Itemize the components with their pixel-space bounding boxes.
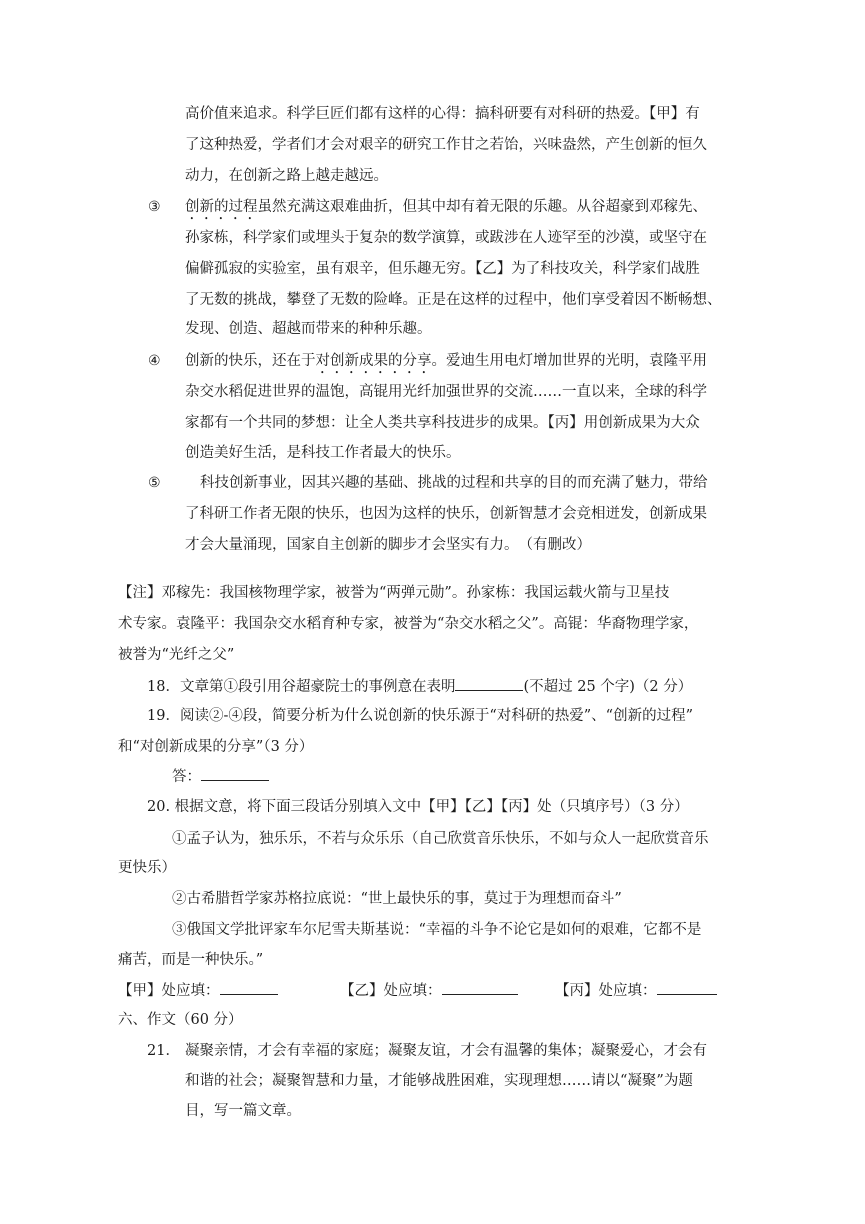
paragraph-2-line-2: 了这种热爱，学者们才会对艰辛的研究工作甘之若饴，兴味盎然，产生创新的恒久 xyxy=(185,137,707,153)
question-21-line-2: 和谐的社会；凝聚智慧和力量，才能够战胜困难，实现理想……请以“凝聚”为题 xyxy=(185,1073,693,1089)
question-20-option-3-line-2: 痛苦，而是一种快乐。” xyxy=(118,952,264,968)
fill-bing-blank[interactable] xyxy=(657,980,717,995)
question-19-line-2: 和“对创新成果的分享”（3 分） xyxy=(118,739,314,755)
question-20-option-1-line-2: 更快乐） xyxy=(118,860,176,876)
paragraph-4-number: ④ xyxy=(148,353,161,369)
question-20-option-3-line-1: ③俄国文学批评家车尔尼雪夫斯基说：“幸福的斗争不论它是如何的艰难，它都不是 xyxy=(172,922,702,938)
paragraph-2-line-3: 动力，在创新之路上越走越远。 xyxy=(185,168,388,184)
answer-label: 答： xyxy=(172,769,201,785)
paragraph-3-line-4: 了无数的挑战，攀登了无数的险峰。正是在这样的过程中，他们享受着因不断畅想、 xyxy=(185,292,722,308)
fill-jia xyxy=(118,980,278,1001)
paragraph-5-line-2: 了科研工作者无限的快乐，也因为这样的快乐，创新智慧才会竞相迸发，创新成果 xyxy=(185,506,707,522)
paragraph-4-line-4: 创造美好生活，是科技工作者最大的快乐。 xyxy=(185,445,461,461)
paragraph-3-line-1-rest: 虽然充满这艰难曲折，但其中却有着无限的乐趣。从谷超豪到邓稼先、 xyxy=(257,199,707,215)
question-19-answer-blank[interactable] xyxy=(201,766,269,781)
paragraph-4-line-2: 杂交水稻促进世界的温饱，高锟用光纤加强世界的交流……一直以来，全球的科学 xyxy=(185,384,707,400)
note-line-2: 术专家。袁隆平：我国杂交水稻育种专家，被誉为“杂交水稻之父”。高锟：华裔物理学家， xyxy=(118,616,699,632)
paragraph-3-line-1 xyxy=(185,197,707,223)
question-18-answer-blank[interactable] xyxy=(455,676,523,691)
fill-jia-label: 【甲】处应填： xyxy=(118,983,220,999)
paragraph-2-line-1: 高价值来追求。科学巨匠们都有这样的心得：搞科研要有对科研的热爱。【甲】有 xyxy=(185,106,700,122)
question-21-line-3: 目，写一篇文章。 xyxy=(185,1103,301,1119)
emphasis-creative-process: 创新的过程 xyxy=(185,199,258,215)
question-20-option-1-line-1: ①孟子认为，独乐乐，不若与众乐乐（自己欣赏音乐快乐，不如与众人一起欣赏音乐 xyxy=(172,831,709,847)
fill-yi xyxy=(340,980,518,1001)
paragraph-4-line-1-post: 。爱迪生用电灯增加世界的光明，袁隆平用 xyxy=(431,353,707,369)
paragraph-4-line-1 xyxy=(185,351,707,377)
question-20-option-2: ②古希腊哲学家苏格拉底说：“世上最快乐的事，莫过于为理想而奋斗” xyxy=(172,891,622,907)
question-18 xyxy=(147,676,692,697)
fill-bing xyxy=(555,980,717,1001)
fill-yi-label: 【乙】处应填： xyxy=(340,983,442,999)
paragraph-3-line-3: 偏僻孤寂的实验室，虽有艰辛，但乐趣无穷。【乙】为了科技攻关，科学家们战胜 xyxy=(185,261,700,277)
fill-bing-label: 【丙】处应填： xyxy=(555,983,657,999)
question-21-number: 21． xyxy=(147,1043,180,1059)
note-line-1: 【注】邓稼先：我国核物理学家，被誉为“两弹元勋”。孙家栋：我国运载火箭与卫星技 xyxy=(118,585,670,601)
paragraph-3-number: ③ xyxy=(148,199,161,215)
paragraph-4-line-3: 家都有一个共同的梦想：让全人类共享科技进步的成果。【丙】用创新成果为大众 xyxy=(185,415,700,431)
question-21-line-1: 凝聚亲情，才会有幸福的家庭；凝聚友谊，才会有温馨的集体；凝聚爱心，才会有 xyxy=(185,1043,707,1059)
question-20-stem: 20. 根据文意，将下面三段话分别填入文中【甲】【乙】【丙】处（只填序号）（3 分） xyxy=(147,799,689,815)
question-19-line-1: 19．阅读②-④段，简要分析为什么说创新的快乐源于“对科研的热爱”、“创新的过程” xyxy=(147,708,693,724)
paragraph-5-line-1: 科技创新事业，因其兴趣的基础、挑战的过程和共享的目的而充满了魅力，带给 xyxy=(200,475,708,491)
paragraph-5-number: ⑤ xyxy=(148,475,161,491)
paragraph-3-line-5: 发现、创造、超越而带来的种种乐趣。 xyxy=(185,321,432,337)
paragraph-4-line-1-pre: 创新的快乐，还在于 xyxy=(185,353,316,369)
section-6-heading: 六、作文（60 分） xyxy=(118,1012,243,1028)
paragraph-5-line-3: 才会大量涌现，国家自主创新的脚步才会坚实有力。 （有删改） xyxy=(185,537,591,553)
question-18-stem: 18．文章第①段引用谷超豪院士的事例意在表明 xyxy=(147,679,456,695)
emphasis-sharing-results: 对创新成果的分享 xyxy=(315,353,432,369)
paragraph-3-line-2: 孙家栋，科学家们或埋头于复杂的数学演算，或跋涉在人迹罕至的沙漠，或坚守在 xyxy=(185,230,707,246)
question-19-answer xyxy=(172,766,269,787)
fill-yi-blank[interactable] xyxy=(442,980,518,995)
note-line-3: 被誉为“光纤之父” xyxy=(118,647,235,663)
question-18-suffix: (不超过 25 个字)（2 分） xyxy=(523,679,693,695)
fill-jia-blank[interactable] xyxy=(220,980,278,995)
